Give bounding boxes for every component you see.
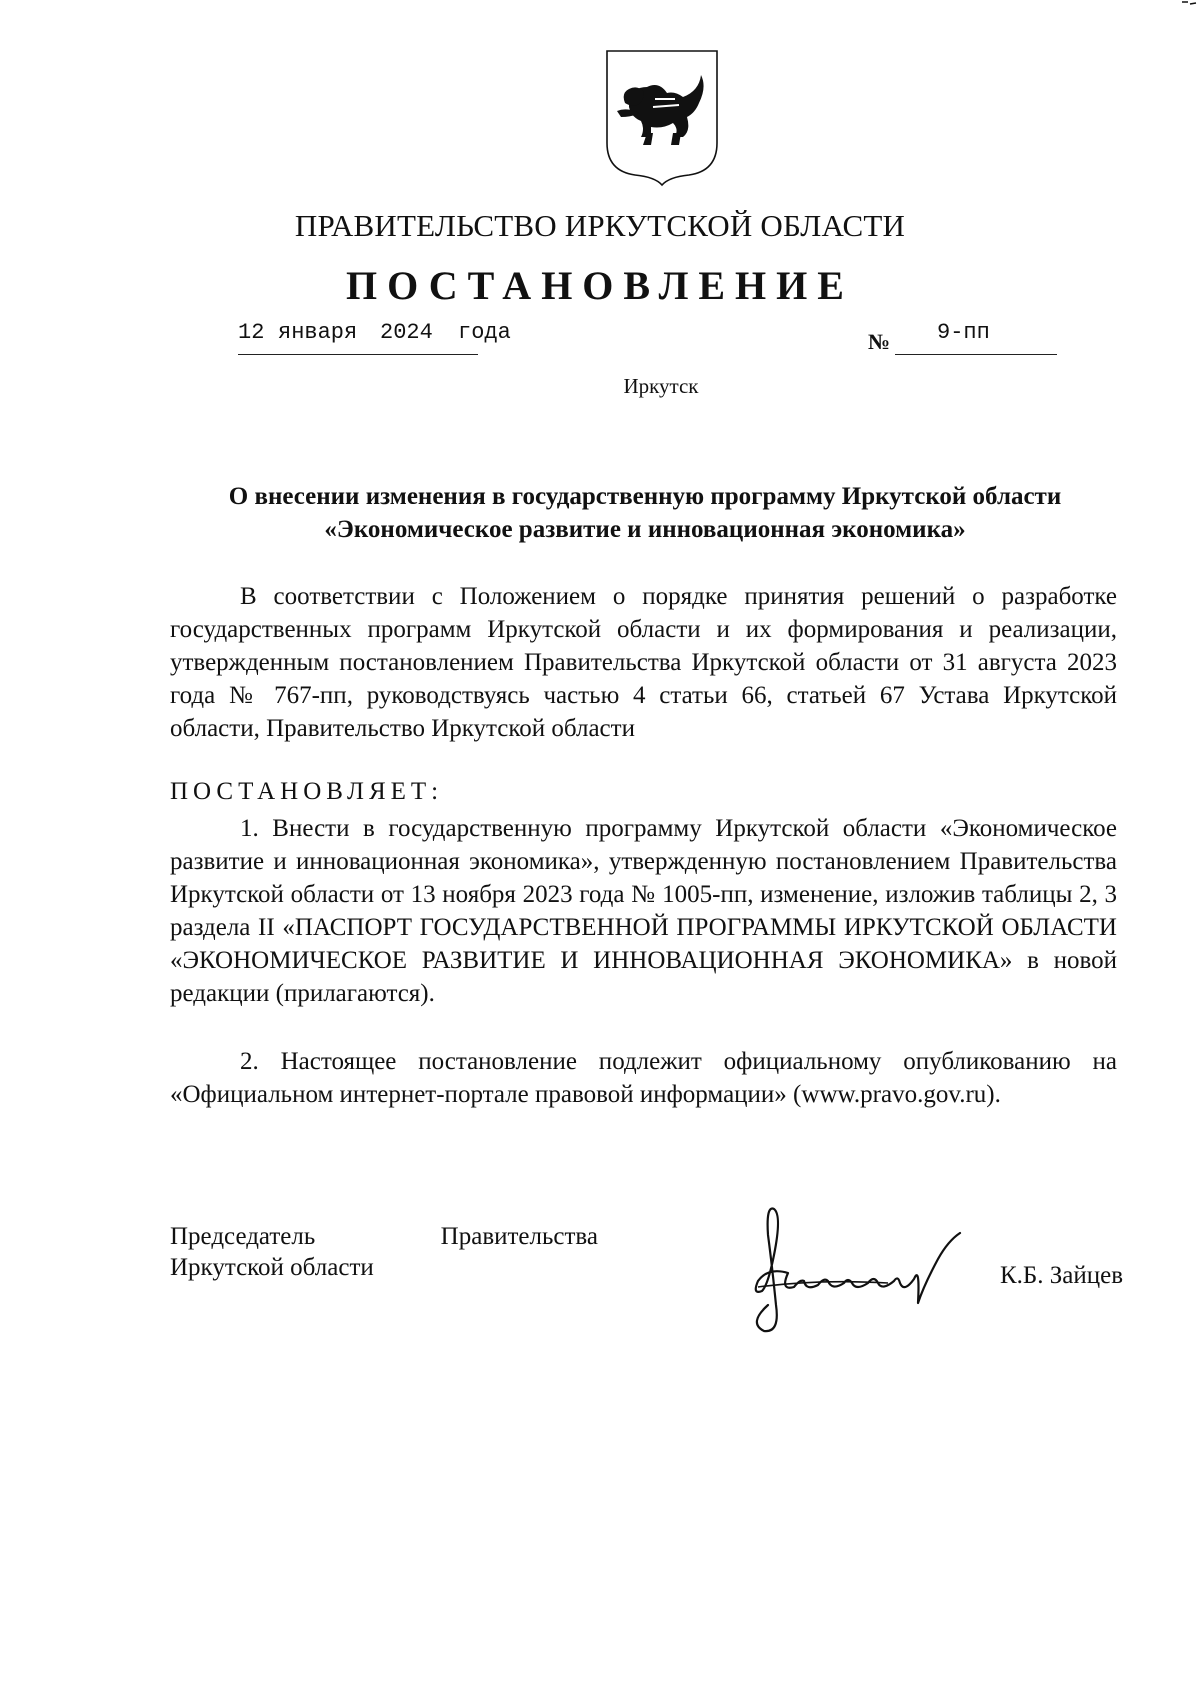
preamble-paragraph: В соответствии с Положением о порядке принятия решений о разработке государственных программ Иркутской области и их формирования и реализации, утвержденным постановлением Правительства Иркутской области от 31 августа 2023 года № 767-пп, руководствуясь частью 4 статьи 66, статьей 67 Устава Иркутской области, Правительство Иркутской области — [170, 583, 1117, 742]
document-title: О внесении изменения в государственную программу Иркутской области «Экономическое развитие и инновационная экономика» — [228, 483, 1062, 543]
resolution-item: 2. Настоящее постановление подлежит официальному опубликованию на «Официальном интернет-портале правовой информации» (www.pravo.gov.ru). — [170, 1048, 1117, 1108]
scan-corner-mark — [1180, 0, 1200, 6]
document-number-value: 9-пп — [937, 320, 990, 345]
number-sign: № — [868, 329, 891, 354]
handwritten-signature-icon — [728, 1195, 993, 1335]
date-day: 12 — [238, 320, 265, 345]
resolution-item: 1. Внести в государственную программу Иркутской области «Экономическое развитие и инновационная экономика», утвержденную постановлением Правительства Иркутской области от 13 ноября 2023 года № 1005-пп, изменение, изложив таблицы 2, 3 раздела II «ПАСПОРТ ГОСУДАРСТВЕННОЙ ПРОГРАММЫ ИРКУТСКОЙ ОБЛАСТИ «ЭКОНОМИЧЕСКОЕ РАЗВИТИЕ И ИННОВАЦИОННАЯ ЭКОНОМИКА» в новой редакции (прилагаются). — [170, 815, 1117, 1007]
signer-position-line2: Иркутской области — [170, 1254, 374, 1281]
date-month: января — [278, 320, 358, 345]
resolves-heading: ПОСТАНОВЛЯЕТ: — [170, 778, 444, 805]
document-type: ПОСТАНОВЛЕНИЕ — [346, 263, 854, 308]
organization-name: ПРАВИТЕЛЬСТВО ИРКУТСКОЙ ОБЛАСТИ — [294, 208, 906, 243]
date-suffix: года — [458, 320, 511, 345]
document-date — [238, 320, 478, 355]
signer-position-line1: Председатель Правительства — [170, 1223, 598, 1250]
city: Иркутск — [623, 374, 699, 398]
document-number — [895, 320, 1057, 355]
signer-name: К.Б. Зайцев — [1000, 1262, 1124, 1289]
coat-of-arms-icon — [603, 47, 721, 187]
date-year: 2024 — [380, 320, 433, 345]
